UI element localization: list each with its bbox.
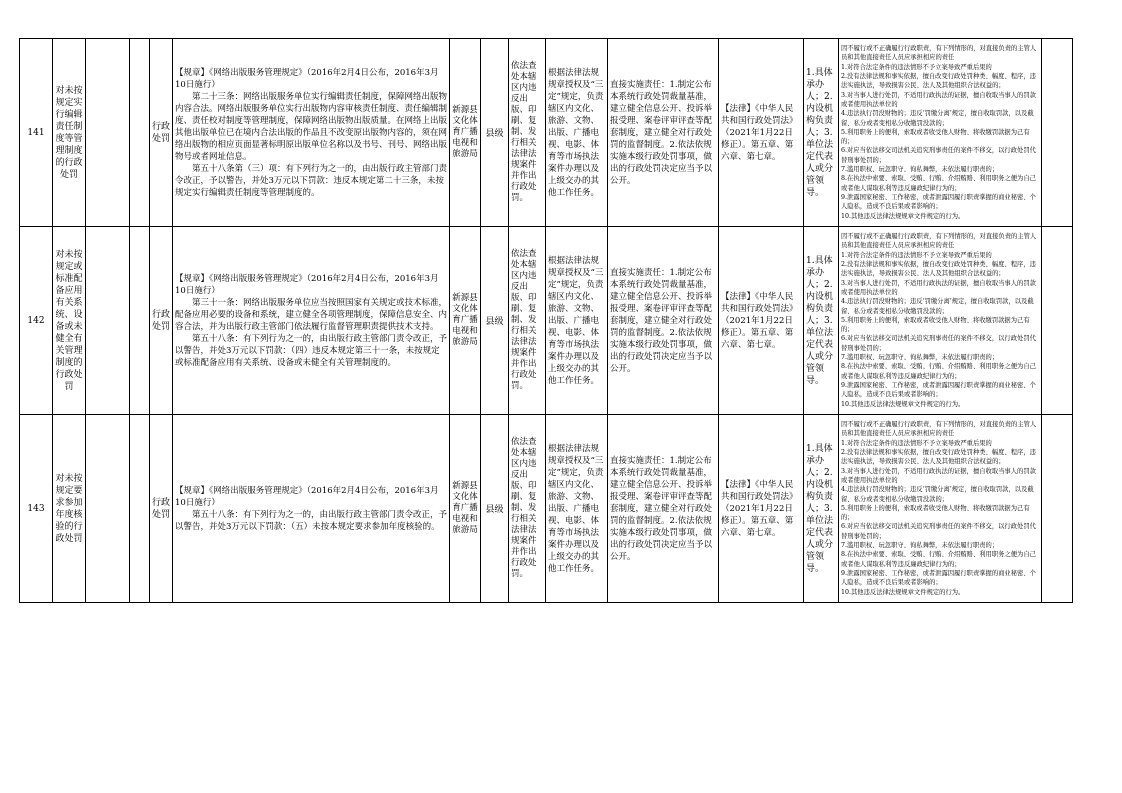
accountability-cell — [839, 227, 1042, 415]
empty-cell — [86, 415, 130, 603]
item-name-cell: 对未按规定实行编辑责任制度等管理制度的行政处罚 — [53, 39, 86, 227]
empty-cell — [1042, 227, 1073, 415]
accountability-item: 2.没有法律法规和事实依据，擅自改变行政处罚种类、幅度、程序，违法实施执法，导致损害公民、法人及其他组织合法权益的； — [841, 73, 1036, 90]
table-row — [20, 415, 1073, 603]
empty-cell — [1042, 39, 1073, 227]
empty-cell — [130, 39, 150, 227]
responsibility-cell: 根据法律法规规章授权及“三定”规定，负责辖区内文化、旅游、文物、出版、广播电视、电影、体育等市场执法案件办理以及上级交办的其他工作任务。 — [546, 39, 608, 227]
accountability-item: 8.在执法中索要、索取、受贿、行贿、介绍贿赂、利用职务之便为自己或者他人谋取私利等违反廉政纪律行为的； — [841, 551, 1036, 568]
exercise-body-cell: 依法查处本辖区内违反出版、印刷、复制、发行相关法律法规案件并作出行政处罚。 — [509, 415, 546, 603]
accountability-item: 因不履行或不正确履行行政职责，有下列情形的，对直接负责的主管人员和其他直接责任人员应承担相应的责任 — [841, 45, 1037, 62]
legal-basis-cell — [173, 227, 450, 415]
accountability-law-cell: 【法律】《中华人民共和国行政处罚法》（2021年1月22日修正）。第五章、第六章、第七章。 — [719, 39, 804, 227]
responsible-persons-cell: 1.具体承办人；2.内设机构负责人；3.单位法定代表人或分管领导。 — [804, 227, 839, 415]
accountability-item: 10.其他违反法律法规规章文件规定的行为。 — [841, 212, 965, 220]
legal-basis-paragraph: 第二十三条：网络出版服务单位实行编辑责任制度，保障网络出版物内容合法。网络出版服务单位实行出版物内容审核责任制度、责任编辑制度、责任校对制度等管理制度，保障网络出版物出版质量。在网络上出版其他出版单位已在境内合法出版的作品且不改变原出版物内容的，须在网络出版物的相应页面显著标明原出版单位名称以及书号、刊号、网络出版物号或者网址信息。 — [175, 91, 448, 162]
accountability-item: 9.泄露国家秘密、工作秘密，或者泄露因履行职责掌握的商业秘密、个人隐私，造成不良后果或者影响的； — [841, 569, 1036, 587]
accountability-item: 10.其他违反法律法规规章文件规定的行为。 — [841, 400, 965, 408]
responsibility-cell: 根据法律法规规章授权及“三定”规定，负责辖区内文化、旅游、文物、出版、广播电视、电影、体育等市场执法案件办理以及上级交办的其他工作任务。 — [546, 227, 608, 415]
accountability-item: 5.利用职务上的便利，索取或者收受他人财物、将收缴罚款据为己有的； — [841, 504, 1030, 522]
empty-cell — [86, 39, 130, 227]
accountability-item: 6.对应当依法移交司法机关追究刑事责任的案件不移交，以行政处罚代替刑事处罚的； — [841, 335, 1036, 352]
table-body — [20, 39, 1073, 603]
department-cell: 新源县文化体育广播电视和旅游局 — [450, 39, 481, 227]
empty-cell — [130, 415, 150, 603]
responsible-persons-cell: 1.具体承办人；2.内设机构负责人；3.单位法定代表人或分管领导。 — [804, 415, 839, 603]
accountability-item: 7.滥用职权、玩忽职守、徇私舞弊，未依法履行职责的； — [841, 542, 999, 550]
legal-basis-paragraph: 【规章】《网络出版服务管理规定》（2016年2月4日公布，2016年3月10日施行） — [175, 67, 439, 90]
responsible-persons-cell: 1.具体承办人；2.内设机构负责人；3.单位法定代表人或分管领导。 — [804, 39, 839, 227]
accountability-item: 7.滥用职权、玩忽职守、徇私舞弊，未依法履行职责的； — [841, 354, 999, 362]
accountability-item: 4.违法执行罚没财物的；违反‘罚缴分离’规定，擅自收取罚款，以及截留、私分或者变相私分收缴罚没款的； — [841, 110, 1034, 127]
accountability-item: 1.对符合法定条件的违法情形不予立案导致严重后果的 — [841, 63, 992, 71]
implementation-responsibility-cell: 直接实施责任：1.制定公布本系统行政处罚裁量基准，建立健全信息公开、投诉举报受理、案卷评审评查等配套制度，建立健全对行政处罚的监督制度。2.依法依规实施本级行政处罚事项，做出的行政处罚决定应当予以公开。 — [608, 39, 719, 227]
row-number-cell: 141 — [20, 39, 53, 227]
legal-basis-cell — [173, 39, 450, 227]
accountability-law-cell: 【法律】《中华人民共和国行政处罚法》（2021年1月22日修正）。第五章、第六章、第七章。 — [719, 227, 804, 415]
accountability-item: 2.没有法律法规和事实依据，擅自改变行政处罚种类、幅度、程序，违法实施执法，导致损害公民、法人及其他组织合法权益的； — [841, 261, 1036, 278]
table-row — [20, 227, 1073, 415]
legal-basis-paragraph: 【规章】《网络出版服务管理规定》（2016年2月4日公布，2016年3月10日施行） — [175, 273, 439, 296]
accountability-item: 2.没有法律法规和事实依据，擅自改变行政处罚种类、幅度、程序，违法实施执法，导致损害公民、法人及其他组织合法权益的； — [841, 449, 1036, 466]
empty-cell — [130, 227, 150, 415]
legal-basis-paragraph: 【规章】《网络出版服务管理规定》（2016年2月4日公布，2016年3月10日施行） — [175, 485, 439, 508]
accountability-item: 6.对应当依法移交司法机关追究刑事责任的案件不移交，以行政处罚代替刑事处罚的； — [841, 147, 1036, 164]
responsibility-cell: 根据法律法规规章授权及“三定”规定，负责辖区内文化、旅游、文物、出版、广播电视、电影、体育等市场执法案件办理以及上级交办的其他工作任务。 — [546, 415, 608, 603]
accountability-item: 9.泄露国家秘密、工作秘密，或者泄露因履行职责掌握的商业秘密、个人隐私，造成不良后果或者影响的； — [841, 381, 1036, 399]
power-list-table — [19, 38, 1073, 603]
item-name-cell: 对未按规定要求参加年度核验的行政处罚 — [53, 415, 86, 603]
accountability-law-cell: 【法律】《中华人民共和国行政处罚法》（2021年1月22日修正）。第五章、第六章、第七章。 — [719, 415, 804, 603]
accountability-item: 3.对当事人进行处罚，不适用行政执法的证据，擅自收取当事人的罚款或者使用执法单位的 — [841, 91, 1036, 108]
level-cell: 县级 — [481, 227, 509, 415]
accountability-item: 5.利用职务上的便利，索取或者收受他人财物、将收缴罚款据为己有的； — [841, 128, 1030, 146]
accountability-item: 4.违法执行罚没财物的；违反‘罚缴分离’规定，擅自收取罚款，以及截留、私分或者变相私分收缴罚没款的； — [841, 486, 1034, 503]
implementation-responsibility-cell: 直接实施责任：1.制定公布本系统行政处罚裁量基准，建立健全信息公开、投诉举报受理、案卷评审评查等配套制度，建立健全对行政处罚的监督制度。2.依法依规实施本级行政处罚事项，做出的行政处罚决定应当予以公开。 — [608, 227, 719, 415]
department-cell: 新源县文化体育广播电视和旅游局 — [450, 415, 481, 603]
accountability-item: 9.泄露国家秘密、工作秘密，或者泄露因履行职责掌握的商业秘密、个人隐私，造成不良后果或者影响的； — [841, 193, 1036, 211]
accountability-item: 因不履行或不正确履行行政职责，有下列情形的，对直接负责的主管人员和其他直接责任人员应承担相应的责任 — [841, 233, 1037, 250]
table-row — [20, 39, 1073, 227]
accountability-cell — [839, 415, 1042, 603]
item-type-cell: 行政处罚 — [150, 227, 173, 415]
accountability-item: 3.对当事人进行处罚，不适用行政执法的证据，擅自收取当事人的罚款或者使用执法单位的 — [841, 279, 1036, 296]
empty-cell — [86, 227, 130, 415]
legal-basis-paragraph: 第五十八条：有下列行为之一的，由出版行政主管部门责令改正，予以警告，并处3万元以下罚款：（五）未按本规定要求参加年度核验的。 — [175, 509, 448, 532]
accountability-item: 5.利用职务上的便利，索取或者收受他人财物、将收缴罚款据为己有的； — [841, 316, 1030, 334]
accountability-item: 7.滥用职权、玩忽职守、徇私舞弊，未依法履行职责的； — [841, 166, 999, 174]
legal-basis-paragraph: 第五十八条：有下列行为之一的，由出版行政主管部门责令改正，予以警告，并处3万元以下罚款：（四）违反本规定第三十一条，未按规定或标准配备应用有关系统、设备或未健全有关管理制度的。 — [175, 333, 448, 368]
accountability-item: 1.对符合法定条件的违法情形不予立案导致严重后果的 — [841, 251, 992, 259]
item-type-cell: 行政处罚 — [150, 415, 173, 603]
level-cell: 县级 — [481, 415, 509, 603]
accountability-item: 3.对当事人进行处罚，不适用行政执法的证据，擅自收取当事人的罚款或者使用执法单位的 — [841, 467, 1036, 484]
item-type-cell: 行政处罚 — [150, 39, 173, 227]
department-cell: 新源县文化体育广播电视和旅游局 — [450, 227, 481, 415]
row-number-cell: 142 — [20, 227, 53, 415]
row-number-cell: 143 — [20, 415, 53, 603]
legal-basis-paragraph: 第五十八条第（三）项：有下列行为之一的，由出版行政主管部门责令改正，予以警告，并处3万元以下罚款：违反本规定第二十三条，未按规定实行编辑责任制度等管理制度的。 — [175, 163, 448, 198]
accountability-item: 10.其他违反法律法规规章文件规定的行为。 — [841, 588, 965, 596]
accountability-item: 8.在执法中索要、索取、受贿、行贿、介绍贿赂、利用职务之便为自己或者他人谋取私利等违反廉政纪律行为的； — [841, 175, 1036, 192]
item-name-cell: 对未按规定或标准配备应用有关系统、设备或未健全有关管理制度的行政处罚 — [53, 227, 86, 415]
accountability-cell — [839, 39, 1042, 227]
accountability-item: 4.违法执行罚没财物的；违反‘罚缴分离’规定，擅自收取罚款，以及截留、私分或者变相私分收缴罚没款的； — [841, 298, 1034, 315]
empty-cell — [1042, 415, 1073, 603]
implementation-responsibility-cell: 直接实施责任：1.制定公布本系统行政处罚裁量基准，建立健全信息公开、投诉举报受理、案卷评审评查等配套制度，建立健全对行政处罚的监督制度。2.依法依规实施本级行政处罚事项，做出的行政处罚决定应当予以公开。 — [608, 415, 719, 603]
exercise-body-cell: 依法查处本辖区内违反出版、印刷、复制、发行相关法律法规案件并作出行政处罚。 — [509, 227, 546, 415]
accountability-item: 因不履行或不正确履行行政职责，有下列情形的，对直接负责的主管人员和其他直接责任人员应承担相应的责任 — [841, 421, 1037, 438]
accountability-item: 6.对应当依法移交司法机关追究刑事责任的案件不移交，以行政处罚代替刑事处罚的； — [841, 523, 1036, 540]
exercise-body-cell: 依法查处本辖区内违反出版、印刷、复制、发行相关法律法规案件并作出行政处罚。 — [509, 39, 546, 227]
accountability-item: 1.对符合法定条件的违法情形不予立案导致严重后果的 — [841, 439, 992, 447]
level-cell: 县级 — [481, 39, 509, 227]
legal-basis-cell — [173, 415, 450, 603]
accountability-item: 8.在执法中索要、索取、受贿、行贿、介绍贿赂、利用职务之便为自己或者他人谋取私利等违反廉政纪律行为的； — [841, 363, 1036, 380]
legal-basis-paragraph: 第三十一条：网络出版服务单位应当按照国家有关规定或技术标准，配备应用必要的设备和系统，建立健全各项管理制度，保障信息安全、内容合法，并为出版行政主管部门依法履行监督管理职责提供技术支持。 — [175, 297, 448, 332]
